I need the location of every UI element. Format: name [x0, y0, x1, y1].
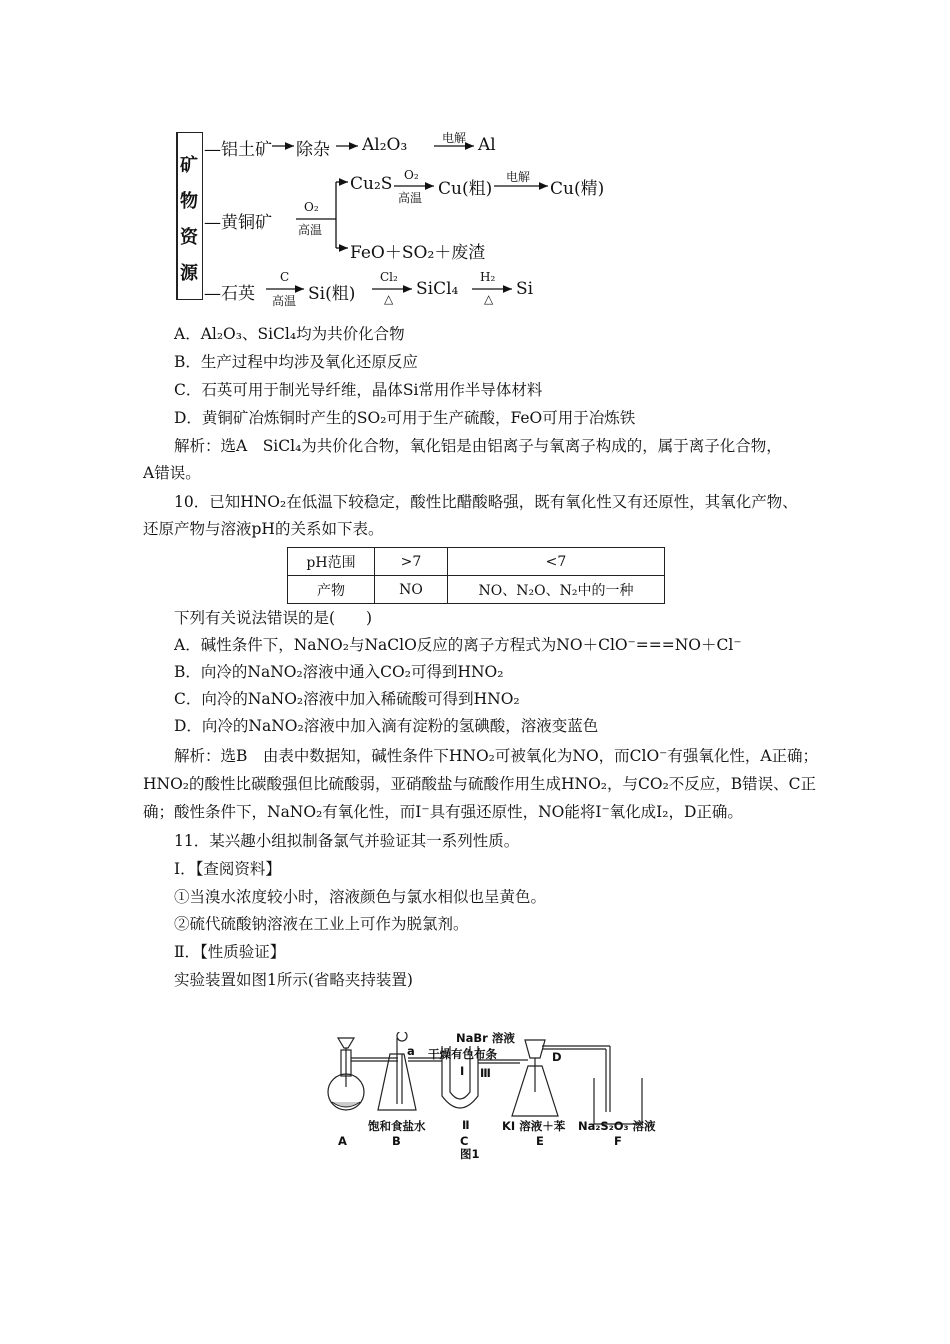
row3-cond1-bottom: 高温 [272, 294, 297, 308]
row3-si: Si [516, 279, 534, 299]
q11-section2: Ⅱ．【性质验证】 [174, 943, 286, 961]
row1-impurity: 除杂 [296, 140, 330, 160]
row3-sicl4: SiCl₄ [416, 279, 459, 299]
fig-label-e-solution: KI 溶液＋苯 [502, 1119, 566, 1133]
q9-option-d: D．黄铜矿冶炼铜时产生的SO₂可用于生产硫酸，FeO可用于冶炼铁 [174, 409, 636, 427]
table-cell: <7 [448, 548, 665, 576]
fig-caption: 图1 [460, 1147, 480, 1161]
row1-ore: —铝土矿 [204, 140, 272, 160]
vlabel-char: 物 [180, 191, 198, 212]
row2-cu2s: Cu₂S [350, 174, 393, 194]
q9-option-a: A．Al₂O₃、SiCl₄均为共价化合物 [174, 325, 405, 343]
q9-option-c: C．石英可用于制光导纤维，晶体Si常用作半导体材料 [174, 381, 543, 399]
row3-cond2-top: Cl₂ [380, 270, 398, 284]
fig-label-C: C [460, 1134, 469, 1148]
q10-option-b: B．向冷的NaNO₂溶液中通入CO₂可得到HNO₂ [174, 663, 504, 681]
q10-option-d: D．向冷的NaNO₂溶液中加入滴有淀粉的氢碘酸，溶液变蓝色 [174, 717, 599, 735]
fig-label-f-solution: Na₂S₂O₃ 溶液 [578, 1119, 656, 1133]
fig-label-D: D [552, 1050, 562, 1064]
q10-stem-line2: 还原产物与溶液pH的关系如下表。 [143, 520, 384, 538]
fig-label-a: a [407, 1044, 415, 1058]
row3-crude-si: Si(粗) [308, 284, 356, 304]
table-cell: NO [375, 576, 448, 604]
row1-alumina: Al₂O₃ [362, 135, 408, 155]
ph-products-table [287, 547, 665, 604]
row2-up-cond-bottom: 高温 [398, 191, 423, 205]
row2-byproducts: FeO＋SO₂＋废渣 [350, 243, 486, 263]
q11-setup: 实验装置如图1所示(省略夹持装置) [174, 971, 413, 989]
table-cell: 产物 [288, 576, 375, 604]
q9-answer-line2: A错误。 [143, 464, 201, 482]
q10-answer-line2: HNO₂的酸性比碳酸强但比硫酸弱，亚硝酸盐与硫酸作用生成HNO₂，与CO₂不反应，B错误、C正 [143, 775, 817, 793]
fig-label-cloth: 干燥有色布条 [428, 1047, 497, 1061]
row2-cond-top: O₂ [304, 200, 319, 214]
apparatus-figure [310, 1031, 690, 1161]
table-row [288, 548, 665, 576]
fig-label-I: Ⅰ [460, 1064, 465, 1078]
fig-label-E: E [536, 1134, 544, 1148]
row1-condition: 电解 [442, 131, 467, 145]
row2-ore: —黄铜矿 [204, 213, 272, 233]
q9-answer-line1: 解析：选A SiCl₄为共价化合物，氧化铝是由铝离子与氧离子构成的，属于离子化合物， [174, 437, 782, 455]
fig-label-F: F [614, 1134, 622, 1148]
table-cell: NO、N₂O、N₂中的一种 [448, 576, 665, 604]
vlabel-char: 资 [180, 227, 198, 248]
q9-option-b: B．生产过程中均涉及氧化还原反应 [174, 353, 418, 371]
q10-answer-line3: 确；酸性条件下，NaNO₂有氧化性，而I⁻具有强还原性，NO能将I⁻氧化成I₂，D正确。 [143, 803, 743, 821]
table-cell: >7 [375, 548, 448, 576]
row2-cond-bottom: 高温 [298, 223, 323, 237]
row2-crude-cu: Cu(粗) [438, 179, 493, 199]
vlabel-char: 源 [180, 263, 198, 284]
mineral-resources-flowchart [176, 126, 636, 308]
row2-electrolysis: 电解 [506, 170, 531, 184]
fig-label-III: Ⅲ [480, 1066, 491, 1080]
row2-up-cond-top: O₂ [404, 168, 419, 182]
q11-stem: 11．某兴趣小组拟制备氯气并验证其一系列性质。 [174, 832, 520, 850]
q10-question: 下列有关说法错误的是( ) [174, 609, 373, 627]
fig-label-nabr: NaBr 溶液 [456, 1031, 515, 1045]
q11-info1: ①当溴水浓度较小时，溶液颜色与氯水相似也呈黄色。 [174, 888, 547, 906]
vlabel-char: 矿 [180, 155, 198, 176]
q10-stem-line1: 10．已知HNO₂在低温下较稳定，酸性比醋酸略强，既有氧化性又有还原性，其氧化产物、 [174, 493, 798, 511]
q10-answer-line1: 解析：选B 由表中数据知，碱性条件下HNO₂可被氧化为NO，而ClO⁻有强氧化性，A正确； [174, 747, 819, 765]
q11-info2: ②硫代硫酸钠溶液在工业上可作为脱氯剂。 [174, 915, 469, 933]
table-row [288, 576, 665, 604]
q10-option-a: A．碱性条件下，NaNO₂与NaClO反应的离子方程式为NO＋ClO⁻===NO＋Cl⁻ [174, 636, 742, 654]
row2-refined-cu: Cu(精) [550, 179, 605, 199]
row3-cond2-bottom: △ [384, 292, 394, 306]
row1-product: Al [478, 135, 496, 155]
row3-quartz: —石英 [204, 284, 255, 304]
fig-label-A: A [338, 1134, 347, 1148]
apparatus-drawing [310, 1032, 690, 1156]
row3-cond1-top: C [280, 270, 290, 284]
fig-label-b-solution: 饱和食盐水 [368, 1119, 426, 1133]
table-cell: pH范围 [288, 548, 375, 576]
fig-label-B: B [392, 1134, 401, 1148]
row3-cond3-top: H₂ [480, 270, 496, 284]
fig-label-II: Ⅱ [462, 1118, 470, 1132]
row3-cond3-bottom: △ [484, 292, 494, 306]
q10-option-c: C．向冷的NaNO₂溶液中加入稀硫酸可得到HNO₂ [174, 690, 520, 708]
q11-section1: Ⅰ．【查阅资料】 [174, 860, 281, 878]
